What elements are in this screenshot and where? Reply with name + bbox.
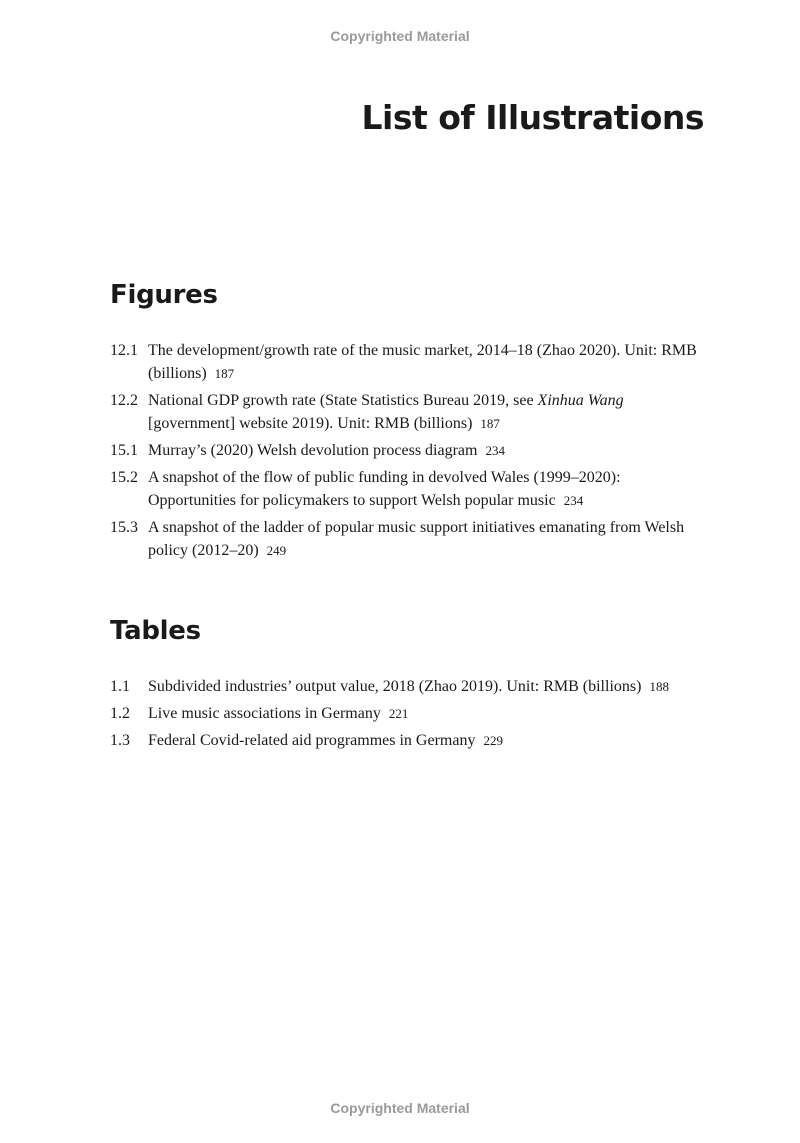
page-number: 234	[563, 493, 584, 508]
entry-text: Murray’s (2020) Welsh devolution process diagram	[148, 442, 478, 459]
entry-italic-text: Xinhua Wang	[537, 392, 624, 409]
table-entry	[110, 729, 710, 752]
page-title: List of Illustrations	[361, 98, 704, 137]
figures-heading: Figures	[110, 280, 218, 310]
figure-entry	[110, 439, 710, 462]
entry-text: The development/growth rate of the music market, 2014–18 (Zhao 2020). Unit: RMB (billions)	[148, 342, 697, 382]
page-number: 187	[480, 416, 500, 431]
entry-number: 15.1	[110, 442, 138, 459]
entry-number: 15.3	[110, 519, 138, 536]
entry-number: 1.3	[110, 732, 130, 749]
watermark-bottom: Copyrighted Material	[330, 1100, 470, 1116]
watermark-top: Copyrighted Material	[330, 28, 470, 44]
entry-number: 12.2	[110, 392, 138, 409]
entry-number: 1.2	[110, 705, 130, 722]
figure-entry	[110, 389, 710, 435]
page-number: 229	[483, 733, 503, 748]
entry-text: Federal Covid-related aid programmes in Germany	[148, 732, 476, 749]
figures-list	[110, 339, 710, 566]
entry-text: Live music associations in Germany	[148, 705, 381, 722]
page-number: 249	[266, 543, 287, 558]
figure-entry	[110, 339, 710, 385]
page-number: 221	[388, 706, 409, 721]
entry-text-after: [government] website 2019). Unit: RMB (billions)	[148, 415, 473, 432]
entry-text: Subdivided industries’ output value, 2018 (Zhao 2019). Unit: RMB (billions)	[148, 678, 642, 695]
table-entry	[110, 702, 710, 725]
page-number: 187	[214, 366, 235, 381]
page-number: 188	[649, 679, 669, 694]
entry-text: A snapshot of the ladder of popular music support initiatives emanating from Welsh policy (2012–20)	[148, 519, 685, 559]
entry-number: 1.1	[110, 678, 130, 695]
entry-text: National GDP growth rate (State Statistics Bureau 2019, see	[148, 392, 538, 409]
table-entry	[110, 675, 710, 698]
tables-list	[110, 675, 710, 756]
figure-entry	[110, 516, 710, 562]
tables-heading: Tables	[110, 616, 201, 646]
entry-text: A snapshot of the flow of public funding in devolved Wales (1999–2020): Opportunities for policymakers to support Welsh popular music	[148, 469, 621, 509]
page-number: 234	[485, 443, 505, 458]
figure-entry	[110, 466, 710, 512]
entry-number: 12.1	[110, 342, 138, 359]
entry-number: 15.2	[110, 469, 138, 486]
